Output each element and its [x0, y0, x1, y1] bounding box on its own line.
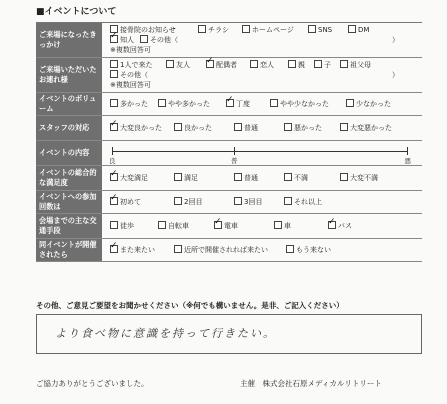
checkbox[interactable] — [340, 173, 348, 181]
free-comment-box[interactable] — [36, 314, 422, 354]
checkbox-checked[interactable] — [110, 35, 118, 43]
row-label: イベントへの参加回数は — [36, 191, 102, 213]
row-label: 会場までの主な交通手段 — [36, 214, 102, 238]
option-very-dissatisfied[interactable]: 大変不満 — [340, 173, 378, 183]
option-flyer[interactable]: チラシ — [198, 25, 229, 35]
option-grandparent[interactable]: 祖父母 — [340, 60, 371, 70]
checkbox[interactable] — [140, 35, 148, 43]
row-label: スタッフの対応 — [36, 116, 102, 140]
checkbox-checked[interactable] — [110, 173, 118, 181]
checkbox-checked[interactable] — [110, 123, 118, 131]
scale-label-normal: 普 — [231, 157, 238, 165]
checkbox[interactable] — [314, 60, 322, 68]
checkbox-checked[interactable] — [328, 221, 336, 229]
row-return — [36, 239, 422, 262]
free-comment-question: その他、ご意見ご要望をお聞かせください（※何でも構いません。是非、ご記入ください） — [36, 301, 344, 310]
option-third-time[interactable]: 3回目 — [234, 197, 262, 207]
option-dissatisfied[interactable]: 不満 — [284, 173, 308, 183]
option-friend[interactable]: 友人 — [166, 60, 190, 70]
free-comment-answer: より食べ物に意識を持って行きたい。 — [55, 327, 276, 340]
option-dm[interactable]: DM — [348, 25, 369, 35]
option-much[interactable]: 多かった — [110, 99, 148, 109]
option-bad[interactable]: 悪かった — [284, 123, 322, 133]
option-more[interactable]: それ以上 — [284, 197, 322, 207]
option-parent[interactable]: 親 — [288, 60, 305, 70]
checkbox-checked[interactable] — [214, 221, 222, 229]
thanks-message: ご協力ありがとうございました。 — [36, 379, 149, 388]
checkbox-checked[interactable] — [110, 245, 118, 253]
checkbox[interactable] — [242, 25, 250, 33]
checkbox[interactable] — [274, 221, 282, 229]
scale-tick-left — [112, 147, 113, 155]
option-very-bad[interactable]: 大変悪かった — [340, 123, 392, 133]
option-partner[interactable]: 恋人 — [250, 60, 274, 70]
row-content-rating — [36, 141, 422, 166]
checkbox[interactable] — [284, 197, 292, 205]
option-satisfied[interactable]: 満足 — [174, 173, 198, 183]
checkbox[interactable] — [234, 197, 242, 205]
row-label: ご来場いただいたお連れ様 — [36, 58, 102, 92]
checkbox[interactable] — [198, 25, 206, 33]
checkbox[interactable] — [174, 197, 182, 205]
option-just-right[interactable]: ✓ 丁度 — [226, 99, 250, 109]
option-bicycle[interactable]: 自転車 — [158, 221, 189, 231]
checkbox[interactable] — [158, 221, 166, 229]
option-second-time[interactable]: 2回目 — [174, 197, 202, 207]
checkbox[interactable] — [174, 245, 182, 253]
option-clinic-notice[interactable]: 接骨院のお知らせ — [110, 25, 176, 35]
checkbox-checked[interactable] — [226, 99, 234, 107]
checkbox-checked[interactable] — [206, 60, 214, 68]
row-volume — [36, 93, 422, 116]
checkbox[interactable] — [346, 99, 354, 107]
checkbox[interactable] — [234, 123, 242, 131]
option-good[interactable]: 良かった — [174, 123, 212, 133]
checkbox[interactable] — [110, 70, 118, 78]
row-satisfaction — [36, 166, 422, 191]
multi-answer-note: ※複数回答可 — [110, 46, 151, 54]
option-train[interactable]: ✓ 電車 — [214, 221, 238, 231]
option-acquaintance[interactable]: ✓知人 — [110, 35, 134, 45]
checkbox[interactable] — [174, 123, 182, 131]
rating-scale-line[interactable] — [112, 151, 408, 152]
row-label: イベントの総合的な満足度 — [36, 166, 102, 190]
option-normal[interactable]: 普通 — [234, 173, 258, 183]
checkbox[interactable] — [284, 173, 292, 181]
scale-tick-right — [407, 147, 408, 155]
paren-close: ） — [392, 36, 399, 44]
checkbox[interactable] — [340, 60, 348, 68]
option-if-nearby[interactable]: 近所で開催されれば来たい — [174, 245, 268, 255]
option-other[interactable]: その他（ — [110, 70, 148, 80]
multi-answer-note: ※複数回答可 — [110, 81, 151, 89]
row-participation — [36, 191, 422, 214]
option-walk[interactable]: 徒歩 — [110, 221, 134, 231]
checkbox[interactable] — [234, 173, 242, 181]
option-child[interactable]: 子 — [314, 60, 331, 70]
checkbox[interactable] — [286, 245, 294, 253]
option-homepage[interactable]: ホームページ — [242, 25, 294, 35]
checkbox[interactable] — [288, 60, 296, 68]
row-label: 同イベントが開催されたら — [36, 239, 102, 261]
checkbox[interactable] — [158, 99, 166, 107]
scale-label-bad: 悪 — [404, 157, 411, 165]
option-car[interactable]: 車 — [274, 221, 291, 231]
checkbox[interactable] — [340, 123, 348, 131]
option-bus[interactable]: ✓ バス — [328, 221, 352, 231]
option-somewhat-little[interactable]: やや少なかった — [270, 99, 329, 109]
option-come-again[interactable]: ✓ また来たい — [110, 245, 155, 255]
row-trigger — [36, 23, 422, 58]
checkbox[interactable] — [250, 60, 258, 68]
checkbox[interactable] — [270, 99, 278, 107]
checkbox[interactable] — [166, 60, 174, 68]
option-very-good[interactable]: ✓ 大変良かった — [110, 123, 162, 133]
checkbox[interactable] — [110, 60, 118, 68]
row-transport — [36, 214, 422, 239]
option-normal[interactable]: 普通 — [234, 123, 258, 133]
scale-label-good: 良 — [109, 157, 116, 165]
section-title: ■イベントについて — [36, 7, 117, 17]
option-spouse[interactable]: ✓ 配偶者 — [206, 60, 237, 70]
checkbox[interactable] — [110, 99, 118, 107]
option-alone[interactable]: 1人で来た — [110, 60, 152, 70]
checkbox[interactable] — [308, 25, 316, 33]
scale-tick-mid — [234, 147, 235, 155]
option-very-satisfied[interactable]: ✓ 大変満足 — [110, 173, 148, 183]
option-first-time[interactable]: ✓ 初めて — [110, 197, 141, 207]
survey-grid — [36, 22, 422, 262]
option-somewhat-much[interactable]: やや多かった — [158, 99, 210, 109]
option-other[interactable]: その他（ — [140, 35, 178, 45]
row-label: イベントのボリューム — [36, 93, 102, 115]
option-little[interactable]: 少なかった — [346, 99, 391, 109]
option-not-again[interactable]: もう来ない — [286, 245, 331, 255]
row-label: ご来場になったきっかけ — [36, 23, 102, 57]
paren-close: ） — [392, 71, 399, 79]
checkbox[interactable] — [110, 221, 118, 229]
checkbox[interactable] — [284, 123, 292, 131]
checkbox[interactable] — [174, 173, 182, 181]
option-sns[interactable]: SNS — [308, 25, 332, 35]
sponsor-line: 主催 株式会社石原メディカルリトリート — [240, 379, 382, 388]
row-staff — [36, 116, 422, 141]
row-label: イベントの内容 — [36, 141, 102, 165]
checkbox-checked[interactable] — [110, 197, 118, 205]
checkbox[interactable] — [348, 25, 356, 33]
row-companion — [36, 58, 422, 93]
